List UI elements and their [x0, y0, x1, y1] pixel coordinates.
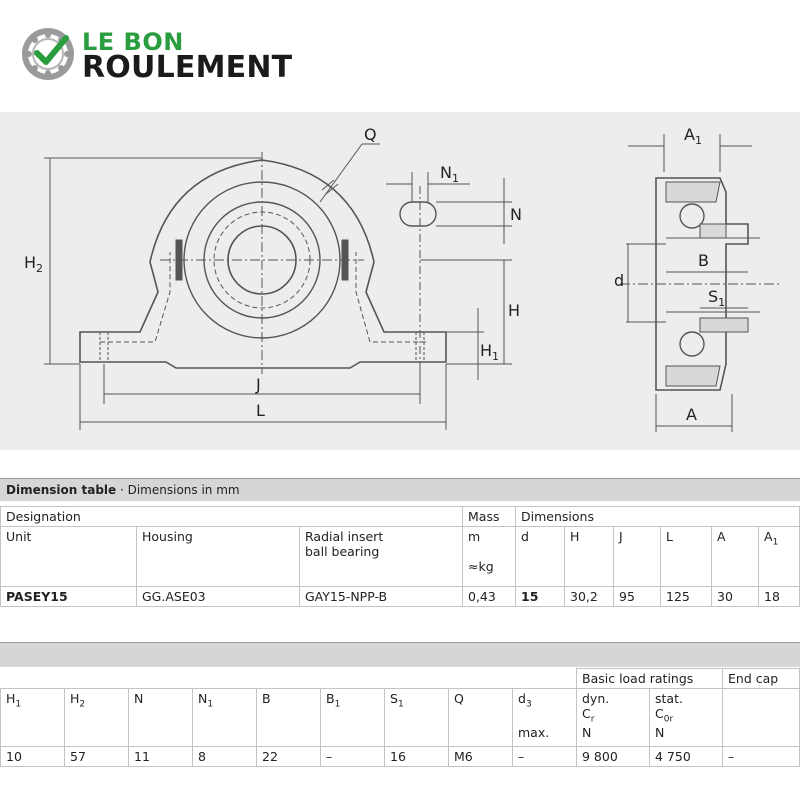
cell-a: 30 [712, 587, 759, 607]
header-cr: dyn. $C_r$ N [577, 689, 650, 747]
cell-s1: 16 [385, 747, 449, 767]
header-c0r: stat. $C_{0r}$ N [650, 689, 723, 747]
logo-text-line1: LE BON [82, 28, 184, 56]
table-row [1, 587, 800, 607]
dimension-table-title [0, 478, 800, 501]
cell-b1: – [321, 747, 385, 767]
bearing-check-icon [22, 26, 76, 80]
header-dimensions: Dimensions [516, 507, 800, 527]
table-title-rest: · Dimensions in mm [116, 483, 240, 497]
header-n: N [129, 689, 193, 747]
header-spacer [1, 669, 577, 689]
dim-label-h2: $H_2$ [24, 253, 44, 275]
header-l: L [661, 527, 712, 587]
cell-a1: 18 [759, 587, 800, 607]
table-title-bold: Dimension table [6, 483, 117, 497]
header-h: H [565, 527, 614, 587]
header-d3: $d_3$ max. [513, 689, 577, 747]
cell-d3: – [513, 747, 577, 767]
table-separator-band [0, 642, 800, 667]
dim-label-n: N [510, 205, 522, 224]
cell-j: 95 [614, 587, 661, 607]
dim-label-b: B [698, 251, 709, 270]
cell-n1: 8 [193, 747, 257, 767]
dimension-table-2 [0, 668, 800, 767]
cell-cr: 9 800 [577, 747, 650, 767]
header-a1: $A_1$ [759, 527, 800, 587]
cell-h2: 57 [65, 747, 129, 767]
technical-drawing [0, 112, 800, 450]
dim-label-j: J [256, 375, 261, 394]
brand-logo [22, 26, 322, 86]
header-basic-load: Basic load ratings [577, 669, 723, 689]
dim-label-l: L [256, 401, 265, 420]
dim-label-a1: $A_1$ [684, 125, 702, 147]
header-q: Q [449, 689, 513, 747]
header-d: d [516, 527, 565, 587]
dim-label-a: A [686, 405, 697, 424]
cell-end-cap: – [723, 747, 800, 767]
cell-h1: 10 [1, 747, 65, 767]
header-end-cap: End cap [723, 669, 800, 689]
header-housing: Housing [137, 527, 300, 587]
header-b1: $B_1$ [321, 689, 385, 747]
header-end-cap-col [723, 689, 800, 747]
dim-label-d: d [614, 271, 625, 290]
header-h2: $H_2$ [65, 689, 129, 747]
header-s1: $S_1$ [385, 689, 449, 747]
cell-d: 15 [516, 587, 565, 607]
cell-n: 11 [129, 747, 193, 767]
cell-b: 22 [257, 747, 321, 767]
cell-housing: GG.ASE03 [137, 587, 300, 607]
cell-unit: PASEY15 [1, 587, 137, 607]
dim-label-h1: $H_1$ [480, 341, 500, 363]
table-row [1, 747, 800, 767]
cell-mass: 0,43 [463, 587, 516, 607]
header-mass: Mass [463, 507, 516, 527]
cell-c0r: 4 750 [650, 747, 723, 767]
header-m: m ≈kg [463, 527, 516, 587]
dimension-table-1 [0, 506, 800, 607]
cell-h: 30,2 [565, 587, 614, 607]
header-a: A [712, 527, 759, 587]
dim-label-s1: $S_1$ [708, 287, 726, 309]
header-designation: Designation [1, 507, 463, 527]
header-b: B [257, 689, 321, 747]
dim-label-h: H [508, 301, 521, 320]
logo-text-line2: ROULEMENT [82, 50, 293, 85]
cell-bearing: GAY15-NPP-B [300, 587, 463, 607]
cell-q: M6 [449, 747, 513, 767]
header-n1: $N_1$ [193, 689, 257, 747]
header-h1: $H_1$ [1, 689, 65, 747]
header-unit: Unit [1, 527, 137, 587]
dim-label-n1: $N_1$ [440, 163, 459, 185]
header-radial-insert: Radial insert ball bearing [300, 527, 463, 587]
cell-l: 125 [661, 587, 712, 607]
pillow-block-drawing [0, 112, 800, 450]
header-j: J [614, 527, 661, 587]
dim-label-q: Q [364, 125, 377, 144]
